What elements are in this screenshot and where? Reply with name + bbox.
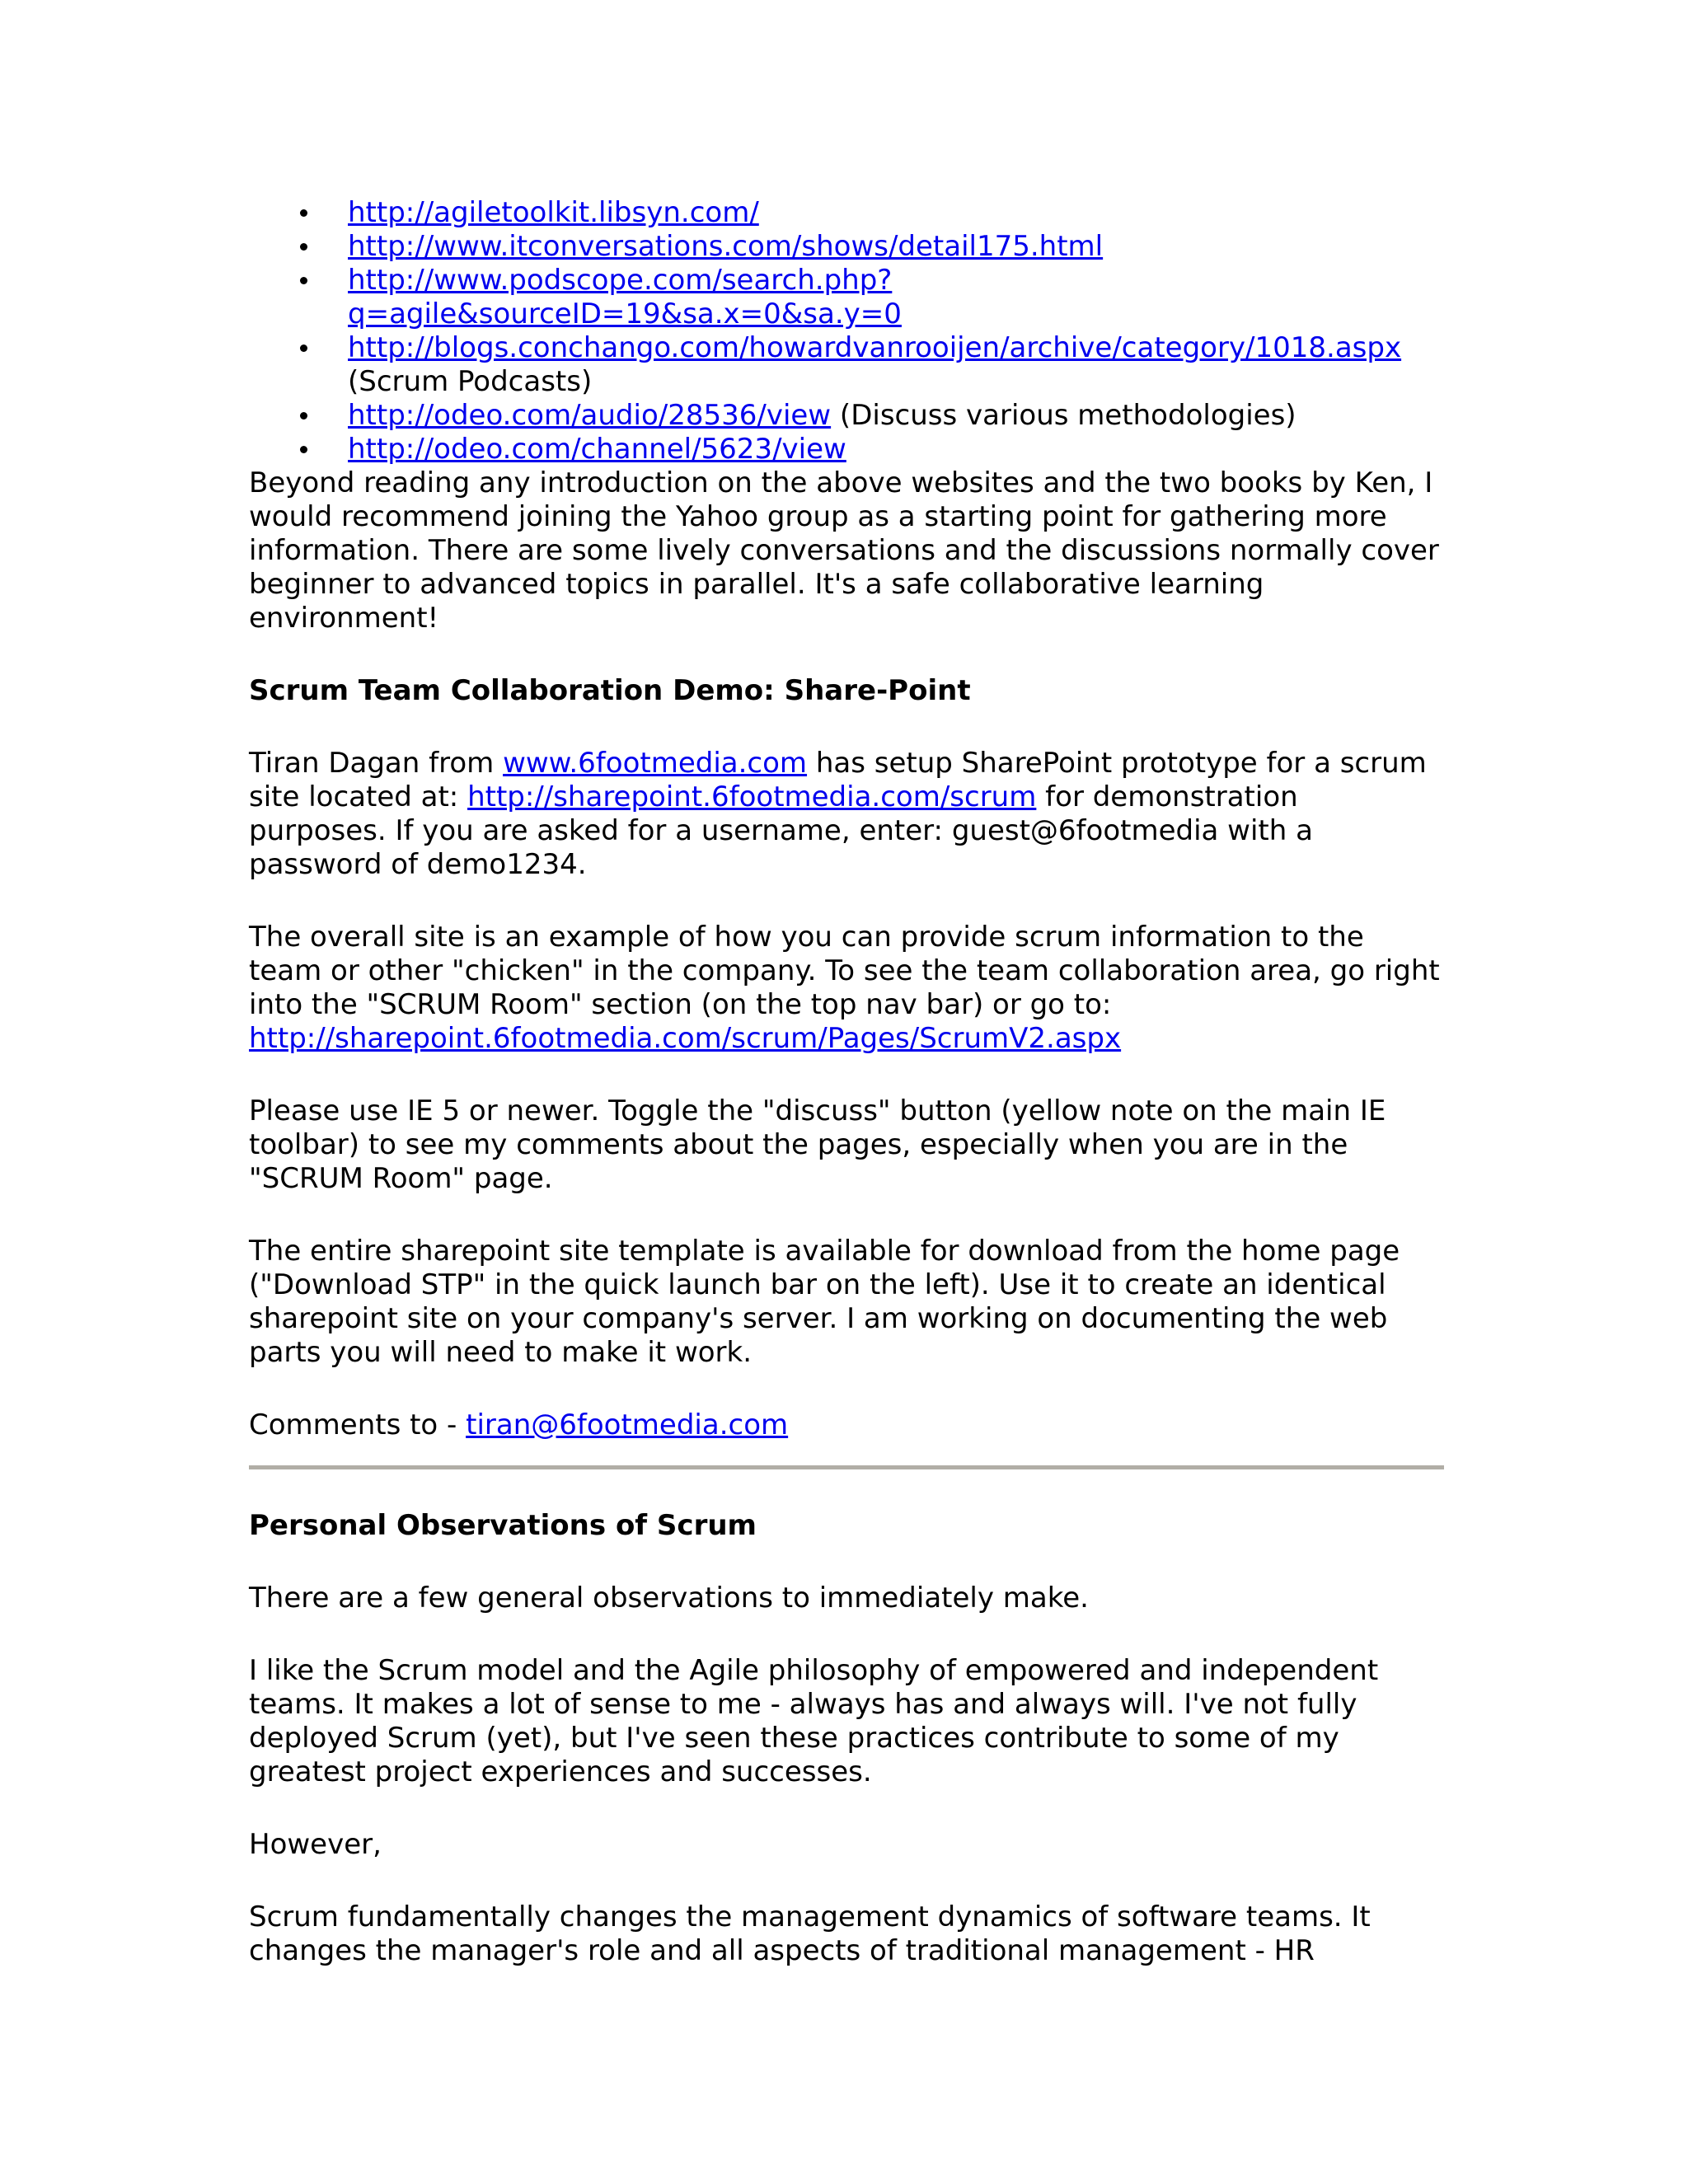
- link-odeo-channel[interactable]: http://odeo.com/channel/5623/view: [348, 433, 846, 466]
- link-conchango-blog[interactable]: http://blogs.conchango.com/howardvanrooijen/archive/category/1018.aspx: [348, 331, 1402, 364]
- list-item: [348, 196, 1444, 230]
- link-podscope[interactable]: http://www.podscope.com/search.php?q=agile&sourceID=19&sa.x=0&sa.y=0: [348, 264, 902, 330]
- overall-site-paragraph: [249, 921, 1444, 1056]
- comments-label: Comments to -: [249, 1408, 467, 1441]
- link-scrum-room-page[interactable]: http://sharepoint.6footmedia.com/scrum/Pages/ScrumV2.aspx: [249, 1022, 1122, 1055]
- list-item: [348, 331, 1444, 399]
- comments-line: [249, 1408, 1444, 1442]
- link-note: (Scrum Podcasts): [348, 365, 593, 398]
- paragraph-text: has setup SharePoint prototype for a scrum site located at:: [249, 747, 1427, 813]
- paragraph-text: The overall site is an example of how you can provide scrum information to the team or other "chicken" in the company. To see the team collaboration area, go right into the "SCRUM Room" section (on the top nav bar) or go to:: [249, 921, 1440, 1021]
- link-agiletoolkit[interactable]: http://agiletoolkit.libsyn.com/: [348, 196, 759, 229]
- intro-paragraph: Beyond reading any introduction on the above websites and the two books by Ken, I would recommend joining the Yahoo group as a starting point for gathering more information. There are some lively conversations and the discussions normally cover beginner to advanced topics in parallel. It's a safe collaborative learning environment!: [249, 466, 1439, 635]
- sharepoint-intro-paragraph: [249, 747, 1444, 882]
- ie-usage-paragraph: Please use IE 5 or newer. Toggle the "discuss" button (yellow note on the main IE toolbar) to see my comments about the pages, especially when you are in the "SCRUM Room" page.: [249, 1094, 1386, 1195]
- podcast-link-list: [249, 196, 1444, 466]
- link-itconversations[interactable]: http://www.itconversations.com/shows/detail175.html: [348, 230, 1104, 263]
- paragraph-text: for demonstration purposes. If you are asked for a username, enter: guest@6footmedia with a password of demo1234.: [249, 780, 1313, 881]
- paragraph-text: Tiran Dagan from: [249, 747, 504, 780]
- link-odeo-audio[interactable]: http://odeo.com/audio/28536/view: [348, 399, 832, 432]
- list-item: [348, 399, 1444, 433]
- list-item: [348, 230, 1444, 264]
- observations-paragraph-4: Scrum fundamentally changes the management dynamics of software teams. It changes the manager's role and all aspects of traditional management - HR: [249, 1900, 1371, 1967]
- observations-paragraph-1: There are a few general observations to immediately make.: [249, 1582, 1089, 1615]
- link-sharepoint-scrum[interactable]: http://sharepoint.6footmedia.com/scrum: [467, 780, 1037, 813]
- template-download-paragraph: The entire sharepoint site template is available for download from the home page ("Download STP" in the quick launch bar on the left). Use it to create an identical sharepoint site on your company's server. I am working on documenting the web parts you will need to make it work.: [249, 1235, 1400, 1369]
- document-page: [249, 196, 1444, 2007]
- section-heading-observations: Personal Observations of Scrum: [249, 1509, 757, 1542]
- link-6footmedia[interactable]: www.6footmedia.com: [503, 747, 808, 780]
- list-item: [348, 433, 1444, 466]
- observations-paragraph-3: However,: [249, 1828, 382, 1861]
- email-link[interactable]: tiran@6footmedia.com: [466, 1408, 789, 1441]
- section-heading-sharepoint-demo: Scrum Team Collaboration Demo: Share-Point: [249, 674, 971, 707]
- link-note: (Discuss various methodologies): [831, 399, 1296, 432]
- observations-paragraph-2: I like the Scrum model and the Agile philosophy of empowered and independent teams. It makes a lot of sense to me - always has and always will. I've not fully deployed Scrum (yet), but I've seen these practices contribute to some of my greatest project experiences and successes.: [249, 1654, 1379, 1788]
- horizontal-rule: [249, 1465, 1444, 1469]
- list-item: [348, 264, 1444, 331]
